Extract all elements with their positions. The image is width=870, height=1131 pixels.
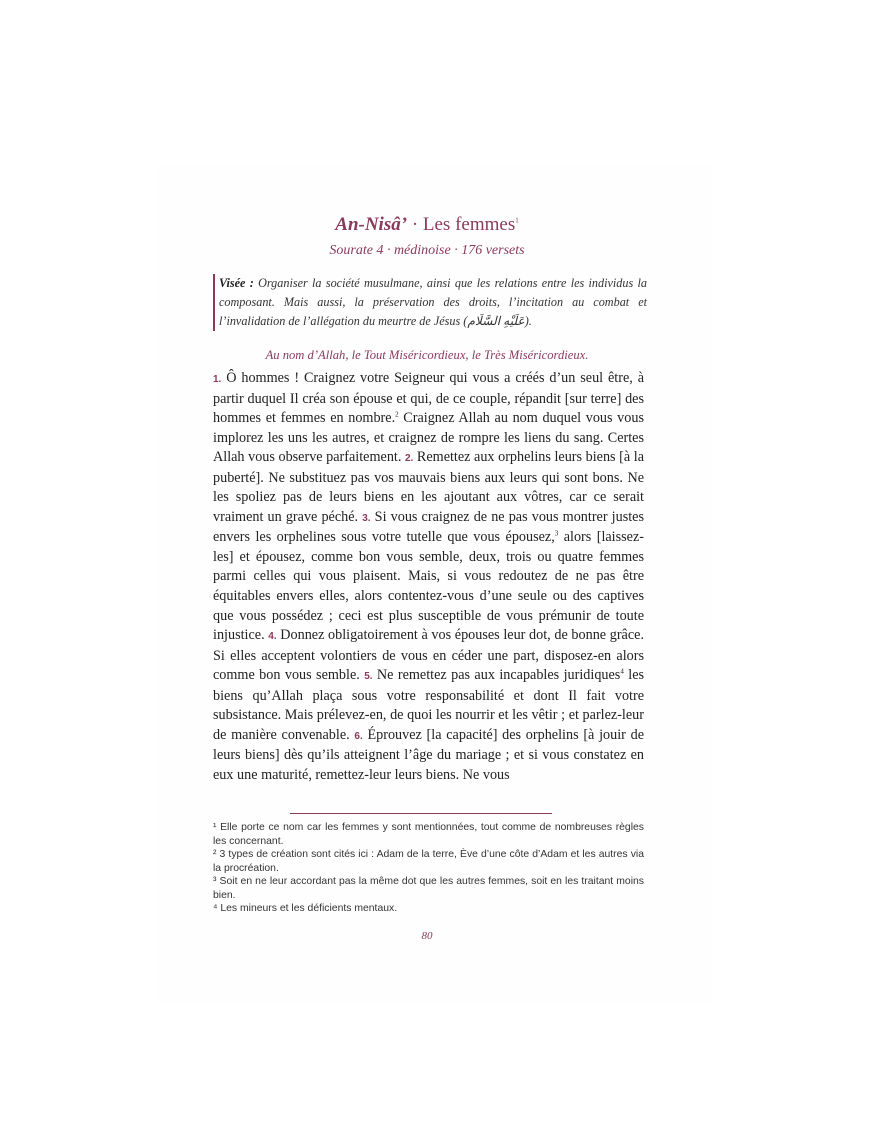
verse-5-text: Ne remettez pas aux incapables juridiques [372,667,621,684]
verse-3-text: Si vous craignez de ne pas vous montrer justes envers les orphelines sous votre tutelle que vous épousez, [213,508,645,546]
verse-number-6: 6. [354,730,363,742]
verse-1-text: Ô hommes ! Craignez votre Seigneur qui vous a créés d’un seul être, à partir duquel Il créa son épouse et qui, de ce couple, répandit [sur terre] des hommes et femmes en nombre. [213,370,644,427]
footnote-divider [290,813,552,814]
footnote-3: ³ Soit en ne leur accordant pas la même dot que les autres femmes, soit en les traitant moins bien. [213,876,644,901]
surah-subtitle: Sourate 4 · médinoise · 176 versets [329,243,525,258]
footnote-2: ² 3 types de création sont cités ici : Adam de la terre, Ève d’une côte d’Adam et les autres via la procréation. [213,849,644,874]
verse-5-text-cont: les biens qu’Allah plaça sous votre responsabilité et dont Il fait votre subsistance. Mais prélevez-en, de quoi les nourrir et les vêtir ; et parlez-leur de manière convenable. [213,667,645,743]
footnote-1: ¹ Elle porte ce nom car les femmes y sont mentionnées, tout comme de nombreuses règles les concernant. [213,822,644,847]
verse-number-5: 5. [364,671,373,683]
basmala: Au nom d’Allah, le Tout Miséricordieux, le Très Miséricordieux. [265,348,589,362]
verses-text [213,369,644,785]
verse-number-3: 3. [362,512,371,524]
footnotes [213,821,644,916]
title-footnote-ref[interactable]: 1 [515,216,519,225]
verse-number-1: 1. [213,374,222,385]
title-separator: · [407,214,423,235]
title-french: Les femmes [422,214,516,235]
footnote-ref-4[interactable]: 4 [620,667,624,676]
verse-6-text: Éprouvez [la capacité] des orphelins [à jouir de leurs biens] dès qu’ils atteignent l’âge du mariage ; et si vous constatez en eux une maturité, remettez-leur leurs biens. Ne vous [213,726,644,783]
surah-title [212,213,642,237]
verse-number-4: 4. [268,631,277,643]
verse-3-text-cont: alors [laissez-les] et épousez, comme bon vous semble, deux, trois ou quatre femmes parmi celles qui vous plaisent. Mais, si vous redoutez de ne pas être équitables envers elles, alors contentez-vous d’une seule ou des captives que vous possédez ; ceci est plus susceptible de vous prémunir de toute injustice. [213,529,644,644]
footnote-4: ⁴ Les mineurs et les déficients mentaux. [213,903,398,914]
verse-4-text: Donnez obligatoirement à vos épouses leur dot, de bonne grâce. Si elles acceptent volontiers de vous en céder une part, disposez-en alors comme bon vous semble. [213,627,644,684]
visee-text: Organiser la société musulmane, ainsi que les relations entre les individus la composant. Mais aussi, la préservation des droits, l’incitation au combat et l’invalidation de l’allégation du meurtre de Jésus (عَلَيْهِ السَّلَام). [219,276,648,328]
visee-label: Visée : [219,276,254,290]
verse-2-text: Remettez aux orphelins leurs biens [à la puberté]. Ne substituez pas vos mauvais biens aux leurs qui sont bons. Ne les spoliez pas de leurs biens en les ajoutant aux vôtres, car ce serait vraiment un grave péché. [213,449,644,525]
verse-1-text-cont: Craignez Allah au nom duquel vous vous implorez les uns les autres, et craignez de rompre les liens du sang. Certes Allah vous observe parfaitement. [213,410,644,466]
page-number: 80 [421,930,433,942]
verse-number-2: 2. [404,453,414,465]
footnote-ref-2[interactable]: 2 [395,410,399,419]
visee-box [213,274,647,331]
footnote-ref-3[interactable]: 3 [554,529,559,538]
title-transliteration: An-Nisâ’ [335,214,408,235]
